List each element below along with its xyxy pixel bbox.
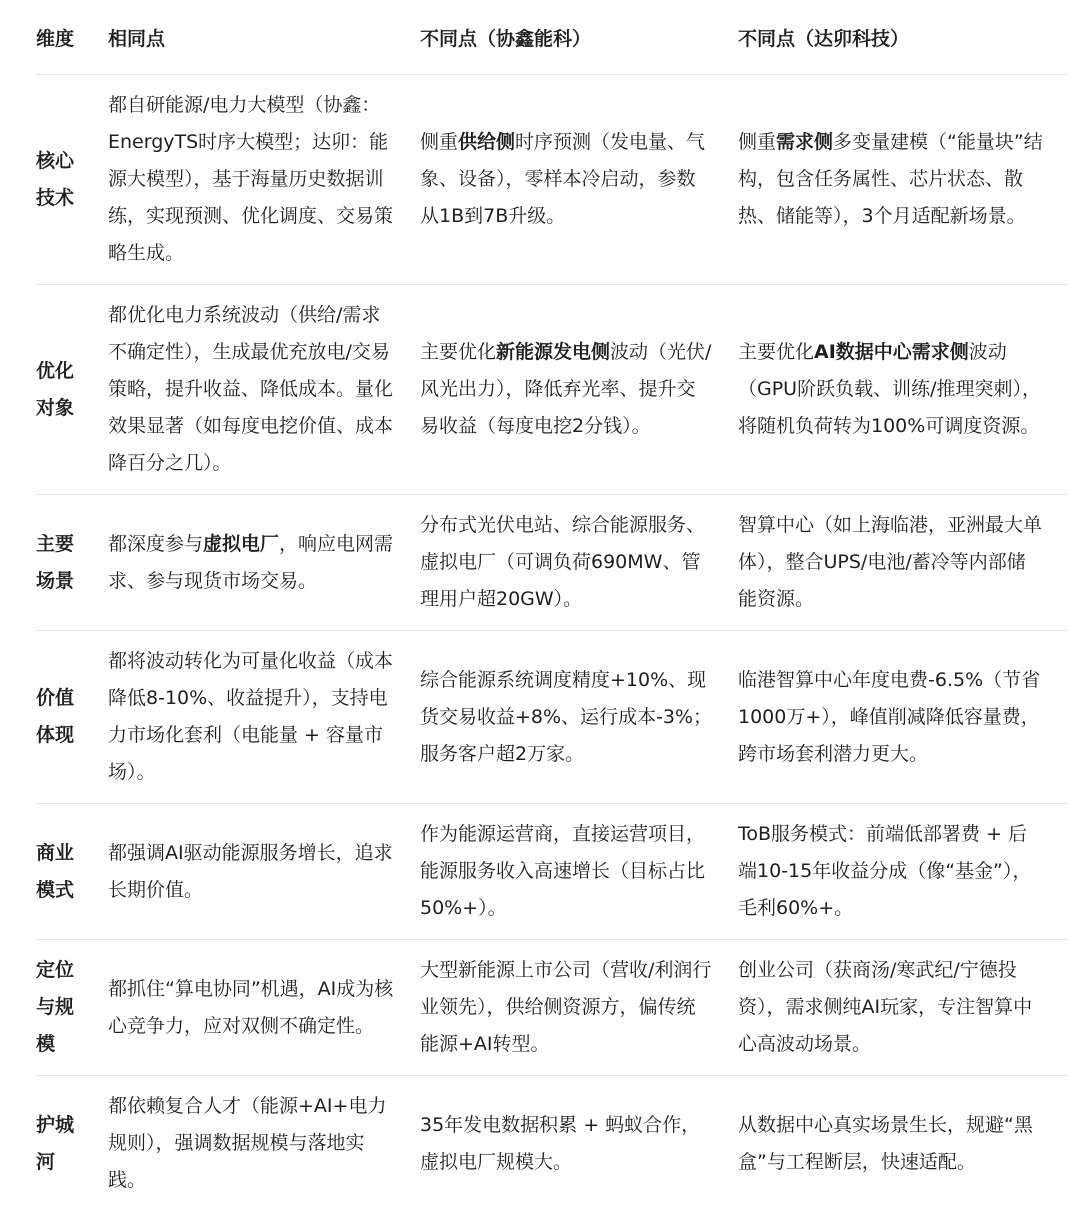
text-segment: 多变量建模（“能量块”结构，包含任务属性、芯片状态、散热、储能等），3个月适配新场景。 (738, 131, 1043, 227)
cell-differences-xiexin (420, 631, 738, 804)
text-segment: 都优化电力系统波动（供给/需求不确定性），生成最优充放电/交易策略，提升收益、降低成本。量化效果显著（如每度电挖价值、成本降百分之几）。 (108, 304, 393, 474)
text-segment: ToB服务模式：前端低部署费 + 后端10-15年收益分成（像“基金”），毛利60%+。 (738, 823, 1031, 919)
cell-similarities (108, 285, 420, 495)
emphasis-text: 新能源发电侧 (496, 341, 610, 363)
cell-differences-xiexin (420, 1076, 738, 1211)
row-dimension: 主要 场景 (36, 495, 108, 631)
text-segment: 侧重 (420, 131, 458, 153)
cell-differences-damao (738, 495, 1068, 631)
cell-differences-xiexin (420, 940, 738, 1076)
cell-similarities (108, 631, 420, 804)
table-row (36, 75, 1068, 285)
text-segment: 大型新能源上市公司（营收/利润行业领先），供给侧资源方，偏传统能源+AI转型。 (420, 959, 711, 1055)
text-segment: 临港智算中心年度电费-6.5%（节省1000万+），峰值削减降低容量费，跨市场套利潜力更大。 (738, 669, 1040, 765)
table-row (36, 285, 1068, 495)
text-segment: 都自研能源/电力大模型（协鑫：EnergyTS时序大模型；达卯：能源大模型），基于海量历史数据训练，实现预测、优化调度、交易策略生成。 (108, 94, 393, 264)
header-differences-xiexin: 不同点（协鑫能科） (420, 0, 738, 75)
emphasis-text: 供给侧 (458, 131, 515, 153)
comparison-table (36, 0, 1068, 1211)
text-segment: 都强调AI驱动能源服务增长，追求长期价值。 (108, 842, 393, 901)
text-segment: 都深度参与 (108, 533, 203, 555)
header-differences-damao: 不同点（达卯科技） (738, 0, 1068, 75)
table-row (36, 804, 1068, 940)
row-dimension: 定位 与规 模 (36, 940, 108, 1076)
cell-differences-xiexin (420, 75, 738, 285)
cell-similarities (108, 495, 420, 631)
row-dimension: 价值 体现 (36, 631, 108, 804)
text-segment: 都抓住“算电协同”机遇，AI成为核心竞争力，应对双侧不确定性。 (108, 978, 393, 1037)
cell-differences-damao (738, 804, 1068, 940)
cell-similarities (108, 1076, 420, 1211)
cell-similarities (108, 940, 420, 1076)
emphasis-text: AI数据中心需求侧 (814, 341, 969, 363)
table-header-row (36, 0, 1068, 75)
table-row (36, 940, 1068, 1076)
text-segment: ，响应电网需求、参与现货市场交易。 (108, 533, 393, 592)
header-dimension: 维度 (36, 0, 108, 75)
text-segment: 侧重 (738, 131, 776, 153)
table-row (36, 1076, 1068, 1211)
cell-differences-damao (738, 285, 1068, 495)
emphasis-text: 虚拟电厂 (203, 533, 279, 555)
table-row (36, 495, 1068, 631)
cell-similarities (108, 75, 420, 285)
text-segment: 综合能源系统调度精度+10%、现货交易收益+8%、运行成本-3%；服务客户超2万家。 (420, 669, 712, 765)
text-segment: 都依赖复合人才（能源+AI+电力规则），强调数据规模与落地实践。 (108, 1095, 386, 1191)
text-segment: 作为能源运营商，直接运营项目，能源服务收入高速增长（目标占比50%+）。 (420, 823, 705, 919)
text-segment: 从数据中心真实场景生长，规避“黑盒”与工程断层，快速适配。 (738, 1114, 1033, 1173)
emphasis-text: 需求侧 (776, 131, 833, 153)
cell-differences-damao (738, 1076, 1068, 1211)
cell-differences-damao (738, 631, 1068, 804)
row-dimension: 核心 技术 (36, 75, 108, 285)
text-segment: 主要优化 (420, 341, 496, 363)
cell-similarities (108, 804, 420, 940)
text-segment: 都将波动转化为可量化收益（成本降低8-10%、收益提升），支持电力市场化套利（电能量 + 容量市场）。 (108, 650, 393, 783)
row-dimension: 商业 模式 (36, 804, 108, 940)
cell-differences-damao (738, 75, 1068, 285)
cell-differences-xiexin (420, 285, 738, 495)
header-similarities: 相同点 (108, 0, 420, 75)
row-dimension: 优化 对象 (36, 285, 108, 495)
cell-differences-xiexin (420, 495, 738, 631)
text-segment: 波动（GPU阶跃负载、训练/推理突刺），将随机负荷转为100%可调度资源。 (738, 341, 1041, 437)
row-dimension: 护城 河 (36, 1076, 108, 1211)
text-segment: 智算中心（如上海临港，亚洲最大单体），整合UPS/电池/蓄冷等内部储能资源。 (738, 514, 1042, 610)
cell-differences-damao (738, 940, 1068, 1076)
text-segment: 主要优化 (738, 341, 814, 363)
text-segment: 分布式光伏电站、综合能源服务、虚拟电厂（可调负荷690MW、管理用户超20GW）。 (420, 514, 705, 610)
table-row (36, 631, 1068, 804)
text-segment: 时序预测（发电量、气象、设备），零样本冷启动，参数从1B到7B升级。 (420, 131, 705, 227)
text-segment: 波动（光伏/风光出力），降低弃光率、提升交易收益（每度电挖2分钱）。 (420, 341, 711, 437)
cell-differences-xiexin (420, 804, 738, 940)
text-segment: 创业公司（获商汤/寒武纪/宁德投资），需求侧纯AI玩家，专注智算中心高波动场景。 (738, 959, 1032, 1055)
text-segment: 35年发电数据积累 + 蚂蚁合作，虚拟电厂规模大。 (420, 1114, 700, 1173)
